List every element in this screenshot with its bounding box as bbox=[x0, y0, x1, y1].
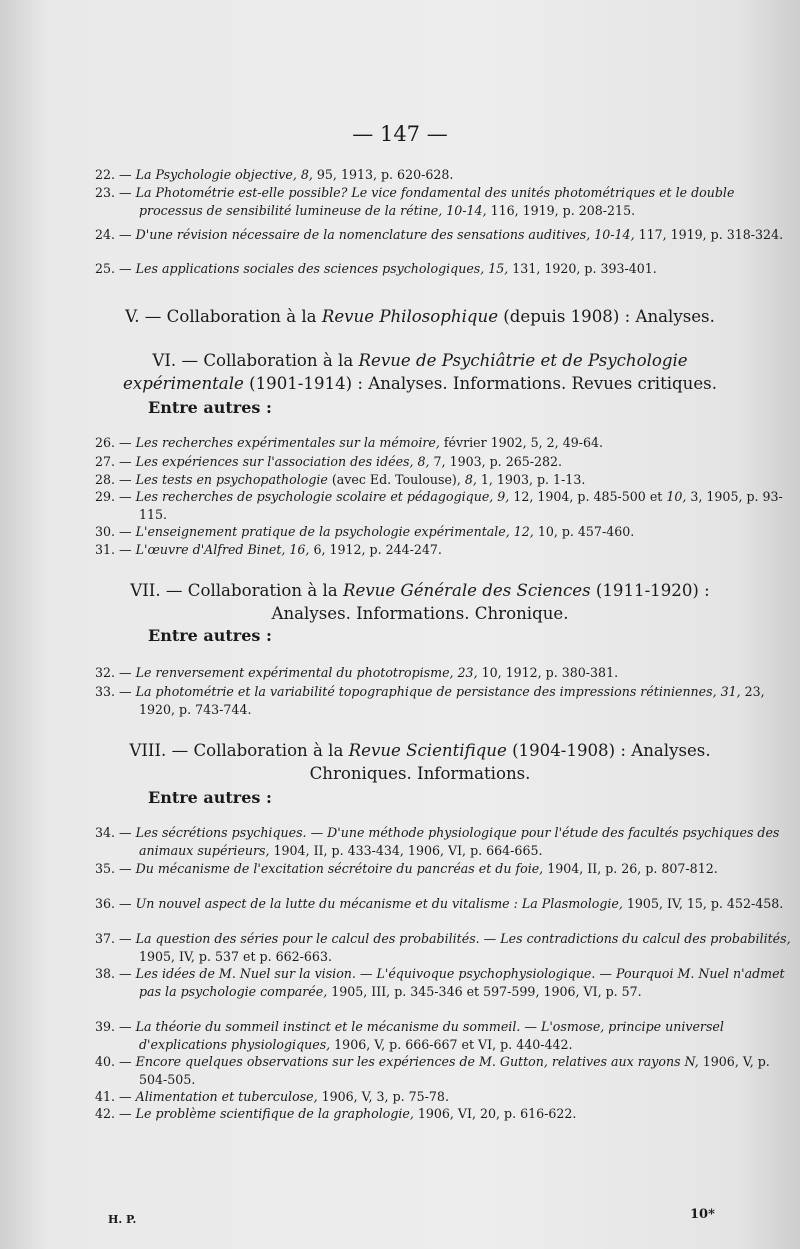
heading-v bbox=[90, 306, 750, 329]
bibliography-entry bbox=[95, 824, 794, 859]
heading-vii bbox=[90, 580, 750, 625]
bibliography-entry bbox=[95, 1105, 794, 1123]
entry-reference: — bbox=[119, 472, 136, 487]
entry-number: 35. bbox=[95, 861, 116, 876]
entry-title: L'enseignement pratique de la psychologie expérimentale, 12, bbox=[135, 524, 538, 539]
entry-reference: — bbox=[119, 1054, 136, 1069]
entry-reference: — bbox=[119, 524, 136, 539]
entry-number: 38. bbox=[95, 966, 116, 981]
entry-reference: — bbox=[119, 489, 136, 504]
entry-number: 34. bbox=[95, 825, 116, 840]
entry-number: 42. bbox=[95, 1106, 116, 1121]
entry-reference: — bbox=[119, 261, 136, 276]
entry-reference: 1906, V, 3, p. 75-78. bbox=[321, 1089, 449, 1104]
entry-reference: — bbox=[119, 966, 136, 981]
entry-number: 24. bbox=[95, 227, 116, 242]
entry-number: 39. bbox=[95, 1019, 116, 1034]
entry-title: Les sécrétions psychiques. bbox=[135, 825, 311, 840]
bibliography-entry bbox=[95, 683, 794, 718]
bibliography-entry bbox=[95, 965, 794, 1000]
heading-vi-pre: VI. — Collaboration à la bbox=[152, 351, 359, 370]
entry-title: 10, bbox=[666, 489, 691, 504]
entry-reference: 10, p. 457-460. bbox=[537, 524, 635, 539]
entry-number: 33. bbox=[95, 684, 116, 699]
entry-reference: 95, 1913, p. 620-628. bbox=[316, 167, 454, 182]
bibliography-entry bbox=[95, 541, 794, 559]
bibliography-entry bbox=[95, 260, 794, 278]
entry-reference: 1905, IV, p. 537 et p. 662-663. bbox=[139, 948, 332, 964]
footer-signature: H. P. bbox=[108, 1213, 137, 1226]
entry-title: Les applications sociales des sciences psychologiques, 15, bbox=[135, 261, 513, 276]
bibliography-entry bbox=[95, 471, 794, 489]
entry-number: 22. bbox=[95, 167, 116, 182]
entry-number: 37. bbox=[95, 931, 116, 946]
entry-number: 25. bbox=[95, 261, 116, 276]
entry-reference: 131, 1920, p. 393-401. bbox=[512, 261, 657, 276]
bibliography-entry bbox=[95, 1018, 794, 1053]
entry-reference: 10, 1912, p. 380-381. bbox=[481, 665, 619, 680]
bibliography-entry bbox=[95, 1053, 794, 1088]
heading-viii-post: (1904-1908) : Analyses. Chroniques. Informations. bbox=[309, 741, 711, 783]
entry-title: Les contradictions du calcul des probabilités, bbox=[500, 931, 791, 946]
bibliography-entry bbox=[95, 434, 794, 452]
entry-reference: 23, 1920, p. 743-744. bbox=[139, 684, 765, 717]
entry-number: 30. bbox=[95, 524, 116, 539]
bibliography-entry bbox=[95, 166, 794, 184]
entry-reference: — bbox=[119, 435, 136, 450]
heading-viii-journal: Revue Scientifique bbox=[348, 741, 507, 760]
entry-title: Les idées de M. Nuel sur la vision. bbox=[135, 966, 360, 981]
bibliography-entry bbox=[95, 860, 794, 878]
entry-reference: — bbox=[310, 825, 328, 840]
entry-title: Un nouvel aspect de la lutte du mécanisme et du vitalisme : La Plasmologie, bbox=[135, 896, 627, 911]
entry-number: 41. bbox=[95, 1089, 116, 1104]
entry-title: L'osmose, principe universel d'explications physiologiques, bbox=[139, 1019, 724, 1052]
entry-title: L'équivoque psychophysiologique. bbox=[376, 966, 600, 981]
entry-reference: 3, 1905, p. 93-115. bbox=[139, 489, 783, 522]
entry-title: La photométrie et la variabilité topographique de persistance des impressions rétiniennes, 31, bbox=[135, 684, 745, 699]
heading-v-journal: Revue Philosophique bbox=[321, 307, 499, 326]
entry-reference: 12, 1904, p. 485-500 et bbox=[513, 489, 667, 504]
entry-reference: — bbox=[599, 966, 617, 981]
entry-reference: 1904, II, p. 26, p. 807-812. bbox=[547, 861, 718, 876]
entry-title: Les expériences sur l'association des idées, 8, bbox=[135, 454, 434, 469]
heading-vi bbox=[90, 350, 750, 395]
entry-reference: 1906, V, p. 666-667 et VI, p. 440-442. bbox=[334, 1036, 573, 1052]
bibliography-entry bbox=[95, 1088, 794, 1106]
entry-number: 31. bbox=[95, 542, 116, 557]
entry-title: 8, bbox=[464, 472, 481, 487]
heading-v-pre: V. — Collaboration à la bbox=[125, 307, 322, 326]
heading-vii-journal: Revue Générale des Sciences bbox=[342, 581, 591, 600]
heading-viii-pre: VIII. — Collaboration à la bbox=[129, 741, 349, 760]
entry-title: Les tests en psychopathologie bbox=[135, 472, 332, 487]
entry-reference: 7, 1903, p. 265-282. bbox=[433, 454, 563, 469]
page-number: — 147 — bbox=[352, 122, 448, 146]
entry-reference: — bbox=[119, 542, 136, 557]
entry-title: Le problème scientifique de la graphologie, bbox=[135, 1106, 418, 1121]
entry-reference: — bbox=[119, 1019, 136, 1034]
entry-title: Encore quelques observations sur les expériences de M. Gutton, relatives aux rayons N, bbox=[135, 1054, 703, 1069]
entry-title: La Photométrie est-elle possible? Le vice fondamental des unités photométriques et le double processus de sensibilité lumineuse de la rétine, 10-14, bbox=[135, 185, 735, 218]
entry-number: 23. bbox=[95, 185, 116, 200]
entry-title: La théorie du sommeil instinct et le mécanisme du sommeil. bbox=[135, 1019, 525, 1034]
entry-reference: — bbox=[119, 896, 136, 911]
entry-reference: 1, 1903, p. 1-13. bbox=[480, 472, 586, 487]
bibliography-entry bbox=[95, 226, 794, 244]
heading-v-post: (depuis 1908) : Analyses. bbox=[498, 307, 715, 326]
entry-reference: — bbox=[119, 1089, 136, 1104]
bibliography-entry bbox=[95, 523, 794, 541]
entry-reference: — bbox=[119, 1106, 136, 1121]
entry-title: Pourquoi M. Nuel n'admet pas la psychologie comparée, bbox=[139, 966, 785, 999]
bibliography-entry bbox=[95, 184, 794, 219]
entry-reference: 6, 1912, p. 244-247. bbox=[313, 542, 442, 557]
entry-reference: — bbox=[119, 454, 136, 469]
bibliography-entry bbox=[95, 664, 794, 682]
heading-vi-journal: Revue de Psychiâtrie et de Psychologie expérimentale bbox=[123, 351, 688, 393]
entry-reference: — bbox=[119, 185, 136, 200]
bibliography-entry bbox=[95, 453, 794, 471]
entry-number: 26. bbox=[95, 435, 116, 450]
heading-vii-post: (1911-1920) : Analyses. Informations. Chronique. bbox=[271, 581, 710, 623]
entry-reference: 116, 1919, p. 208-215. bbox=[490, 202, 636, 218]
entry-reference: — bbox=[119, 825, 136, 840]
entry-reference: 1906, VI, 20, p. 616-622. bbox=[417, 1106, 577, 1121]
entry-title: 8, bbox=[300, 167, 317, 182]
entry-number: 40. bbox=[95, 1054, 116, 1069]
entry-reference: 1905, IV, 15, p. 452-458. bbox=[626, 896, 784, 911]
entry-title: La question des séries pour le calcul des probabilités. bbox=[135, 931, 484, 946]
heading-vii-pre: VII. — Collaboration à la bbox=[130, 581, 343, 600]
entry-reference: (avec Ed. Toulouse), bbox=[331, 472, 465, 487]
entry-reference: — bbox=[119, 665, 136, 680]
entry-title: D'une révision nécessaire de la nomenclature des sensations auditives, 10-14, bbox=[135, 227, 639, 242]
entry-number: 28. bbox=[95, 472, 116, 487]
entry-reference: — bbox=[119, 684, 136, 699]
entry-reference: 1906, V, p. 504-505. bbox=[139, 1054, 770, 1087]
entry-reference: — bbox=[119, 227, 136, 242]
entry-title: Du mécanisme de l'excitation sécrétoire du pancréas et du foie, bbox=[135, 861, 548, 876]
entry-title: D'une méthode physiologique pour l'étude des facultés psychiques des animaux supérieurs, bbox=[139, 825, 780, 858]
entry-title: Les recherches de psychologie scolaire et pédagogique, 9, bbox=[135, 489, 514, 504]
entry-title: Les recherches expérimentales sur la mémoire, bbox=[135, 435, 444, 450]
entry-reference: 1905, III, p. 345-346 et 597-599, 1906, VI, p. 57. bbox=[331, 983, 642, 999]
entry-reference: — bbox=[524, 1019, 541, 1034]
entry-reference: — bbox=[483, 931, 501, 946]
entry-title: Le renversement expérimental du phototropisme, 23, bbox=[135, 665, 482, 680]
entry-title: La Psychologie objective, bbox=[135, 167, 301, 182]
entry-title: Alimentation et tuberculose, bbox=[135, 1089, 322, 1104]
entry-number: 36. bbox=[95, 896, 116, 911]
bibliography-entry bbox=[95, 895, 794, 913]
bibliography-entry bbox=[95, 488, 794, 523]
entry-reference: — bbox=[119, 931, 136, 946]
entry-reference: — bbox=[359, 966, 377, 981]
entry-number: 32. bbox=[95, 665, 116, 680]
entry-number: 27. bbox=[95, 454, 116, 469]
entry-reference: 1904, II, p. 433-434, 1906, VI, p. 664-665. bbox=[273, 842, 543, 858]
entre-autres-viii: Entre autres : bbox=[148, 788, 272, 807]
entre-autres-vii: Entre autres : bbox=[148, 626, 272, 645]
entry-title: L'œuvre d'Alfred Binet, 16, bbox=[135, 542, 314, 557]
footer-sheet-number: 10* bbox=[690, 1207, 715, 1222]
heading-viii bbox=[90, 740, 750, 785]
entry-reference: — bbox=[119, 861, 136, 876]
entry-reference: février 1902, 5, 2, 49-64. bbox=[443, 435, 603, 450]
entry-reference: — bbox=[119, 167, 136, 182]
bibliography-entry bbox=[95, 930, 794, 965]
heading-vi-post: (1901-1914) : Analyses. Informations. Revues critiques. bbox=[243, 373, 717, 393]
entry-reference: 117, 1919, p. 318-324. bbox=[638, 227, 784, 242]
entry-number: 29. bbox=[95, 489, 116, 504]
entre-autres-vi: Entre autres : bbox=[148, 398, 272, 417]
